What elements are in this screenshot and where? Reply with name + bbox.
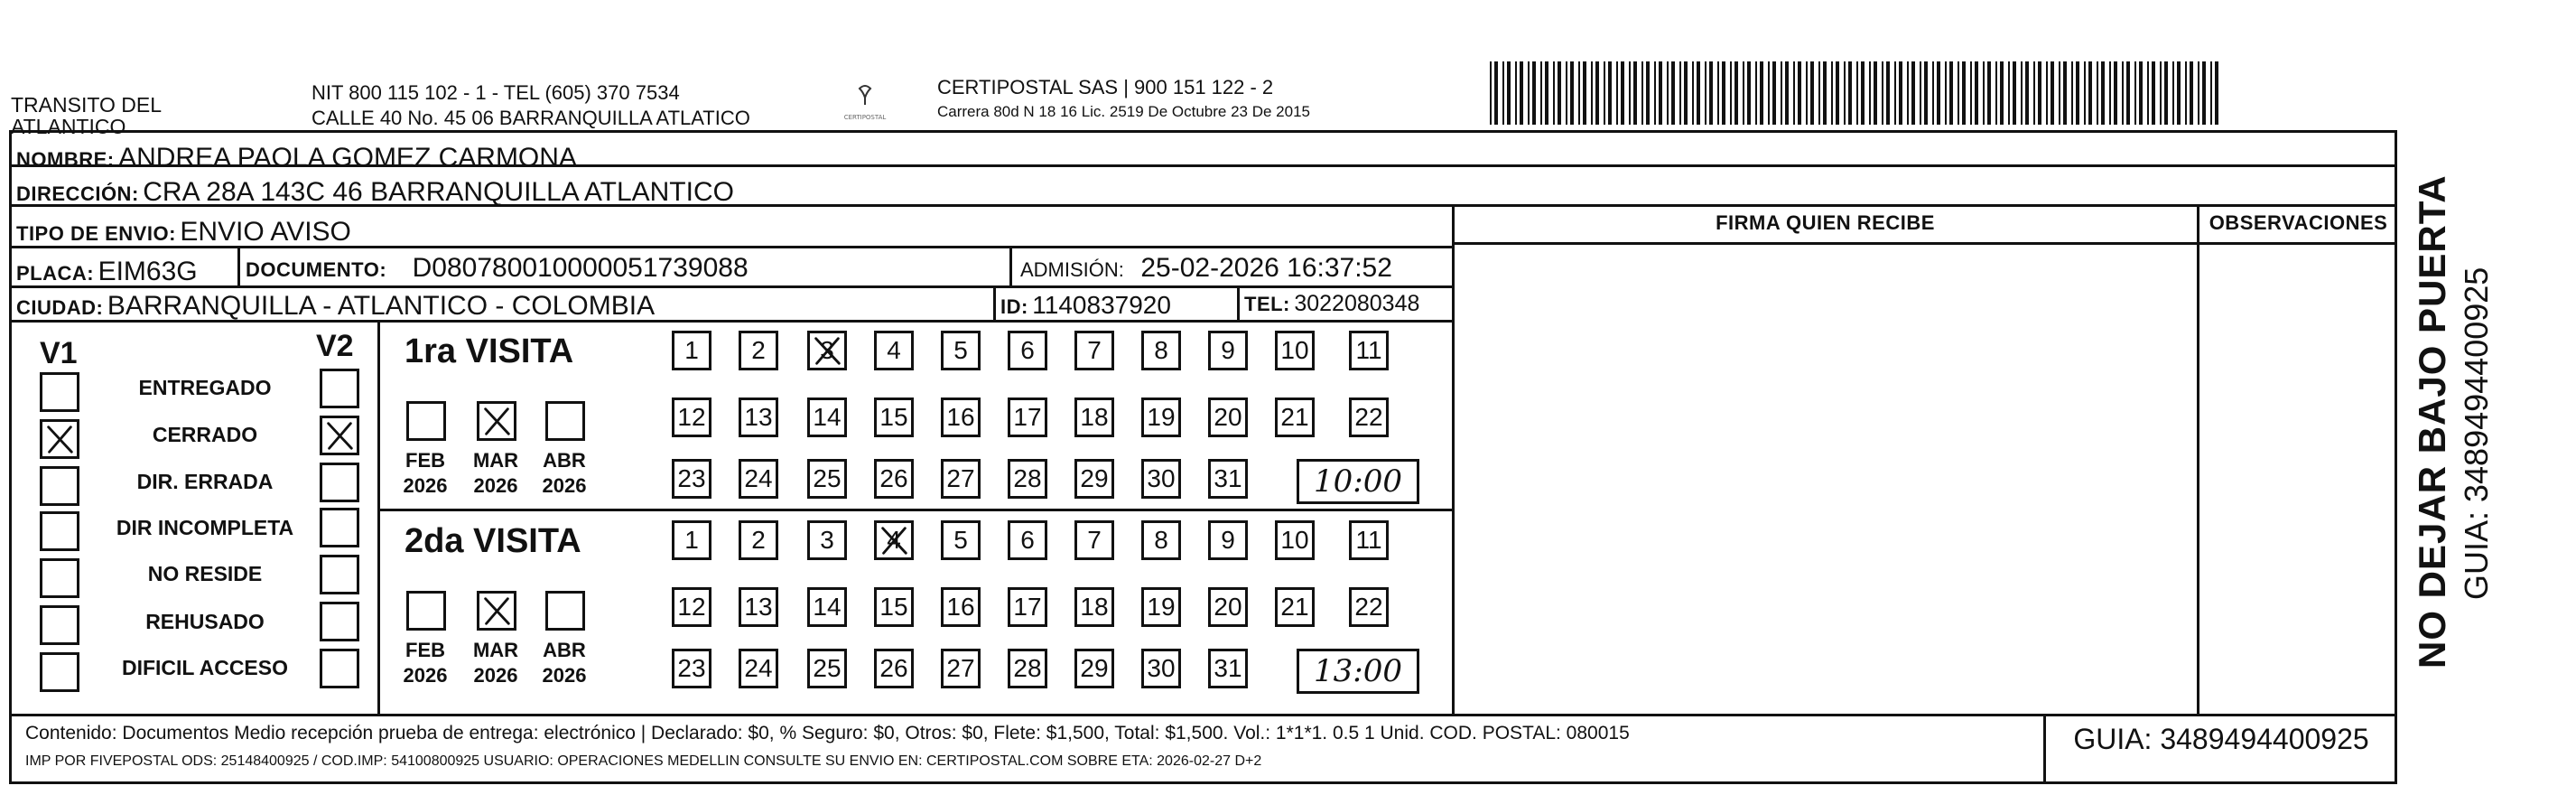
barcode-bar [1886,61,1890,125]
v1-label: V1 [40,336,78,370]
day-box[interactable]: 21 [1275,398,1315,437]
day-box[interactable]: 5 [941,331,981,370]
day-box[interactable]: 27 [941,459,981,499]
barcode-bar [2051,61,2054,125]
month-checkbox[interactable] [477,591,516,631]
sender-nit: NIT 800 115 102 - 1 - TEL (605) 370 7534 [312,81,680,104]
barcode-bar [2114,61,2117,125]
day-box[interactable]: 1 [672,331,711,370]
day-box[interactable]: 30 [1141,649,1181,688]
day-box[interactable]: 6 [1008,331,1047,370]
barcode-bar [1882,61,1883,125]
footer-imp: IMP POR FIVEPOSTAL ODS: 25148400925 / COD.IMP: 54100800925 USUARIO: OPERACIONES MEDELLIN CONSULTE SU ENVIO EN: CERTIPOSTAL.COM SOBRE ETA: 2026-02-27 D+2 [25,753,1262,769]
col-divider [377,320,380,714]
barcode-bar [2215,61,2218,125]
v2-label: V2 [316,329,354,363]
barcode-bar [1785,61,1789,125]
month-label [533,448,596,499]
ciudad-cell [16,291,655,322]
day-box[interactable]: 8 [1141,520,1181,560]
day-box[interactable]: 17 [1008,398,1047,437]
barcode-bar [1861,61,1865,125]
visit-time-box[interactable] [1297,649,1419,694]
barcode-bar [1937,61,1940,125]
barcode-bar [2088,61,2092,125]
day-box[interactable]: 19 [1141,587,1181,627]
day-box[interactable]: 4 [874,520,914,560]
side-warning [2411,163,2454,669]
day-box[interactable]: 29 [1074,649,1114,688]
day-box[interactable]: 25 [807,459,847,499]
barcode-bar [2025,61,2029,125]
month-label [533,638,596,688]
month-label [464,448,527,499]
direccion-value: CRA 28A 143C 46 BARRANQUILLA ATLANTICO [143,177,734,207]
documento-cell [246,253,749,284]
firma-signature-area[interactable] [1455,246,2196,712]
day-box[interactable]: 16 [941,587,981,627]
v2-checkbox[interactable] [320,649,359,688]
barcode-bar [1856,61,1858,125]
barcode-bar [1583,61,1586,125]
col-divider [1452,204,1455,716]
barcode-bar [2109,61,2111,125]
barcode-bar [1823,61,1827,125]
barcode-bar [1654,61,1656,125]
documento-value: D080780010000051739088 [412,253,749,283]
barcode-bar [1983,61,1985,125]
day-box[interactable]: 14 [807,398,847,437]
month-name: ABR [543,449,586,472]
side-guia [2458,220,2496,600]
placa-value: EIM63G [98,257,198,286]
day-box[interactable]: 13 [739,587,778,627]
barcode-bar [1894,61,1896,125]
day-box[interactable]: 29 [1074,459,1114,499]
barcode-bar [1659,61,1662,125]
col-divider [237,246,240,285]
day-box[interactable]: 20 [1208,587,1248,627]
placa-cell [16,257,198,287]
barcode-bar [1945,61,1947,125]
barcode-bar [1608,61,1612,125]
barcode-bar [1743,61,1744,125]
barcode-bar [2084,61,2086,125]
barcode-bar [1641,61,1643,125]
placa-label: PLACA: [16,262,95,285]
barcode-bar [2134,61,2136,125]
carrier-logo-icon [840,81,890,125]
month-checkbox[interactable] [545,401,585,441]
day-box[interactable]: 25 [807,649,847,688]
day-box[interactable]: 9 [1208,520,1248,560]
barcode-bar [2013,61,2016,125]
status-label: DIFICIL ACCESO [121,656,288,679]
barcode-bar [2000,61,2004,125]
status-label: REHUSADO [145,610,265,633]
documento-label: DOCUMENTO: [246,258,387,281]
day-box[interactable]: 28 [1008,649,1047,688]
barcode-bar [1490,61,1492,125]
barcode-bar [1949,61,1953,125]
carrier-license: Carrera 80d N 18 16 Lic. 2519 De Octubre 23 De 2015 [937,103,1310,120]
observaciones-area[interactable] [2200,246,2395,712]
tipo-row [16,217,351,248]
barcode-bar [2172,61,2174,125]
barcode-bar [1995,61,1997,125]
status-label: DIR INCOMPLETA [116,516,294,539]
day-box[interactable]: 10 [1275,331,1315,370]
barcode-bar [1730,61,1732,125]
month-name: FEB [405,639,445,661]
barcode-bar [2008,61,2010,125]
barcode-bar [2059,61,2060,125]
day-box[interactable]: 12 [672,398,711,437]
barcode-bar [1566,61,1567,125]
day-box[interactable]: 31 [1208,459,1248,499]
barcode-bar [1874,61,1877,125]
barcode-bar [1705,61,1706,125]
row-divider [1454,242,2397,245]
barcode-bar [1679,61,1681,125]
barcode-bar [1692,61,1694,125]
day-box[interactable]: 18 [1074,587,1114,627]
barcode-bar [1836,61,1839,125]
barcode-bar [1570,61,1574,125]
day-box[interactable]: 24 [739,459,778,499]
day-box[interactable]: 23 [672,649,711,688]
barcode-bar [1616,61,1618,125]
barcode-bar [2071,61,2073,125]
day-box[interactable]: 9 [1208,331,1248,370]
v2-checkbox[interactable] [320,369,359,408]
id-cell [1000,291,1171,320]
barcode-bar [1772,61,1776,125]
barcode-bar [1907,61,1909,125]
barcode-bar [1553,61,1555,125]
barcode-bar [1760,61,1763,125]
v1-checkbox[interactable] [40,558,79,598]
day-box[interactable]: 20 [1208,398,1248,437]
barcode-bar [1633,61,1637,125]
day-box[interactable]: 24 [739,649,778,688]
v1-checkbox[interactable] [40,511,79,551]
day-box[interactable]: 19 [1141,398,1181,437]
month-year: 2026 [403,474,448,497]
day-box[interactable]: 16 [941,398,981,437]
month-year: 2026 [403,664,448,687]
v1-checkbox[interactable] [40,466,79,506]
barcode-bar [1932,61,1934,125]
day-box[interactable]: 7 [1074,331,1114,370]
barcode-bar [2147,61,2149,125]
month-year: 2026 [542,474,587,497]
day-box[interactable]: 1 [672,520,711,560]
day-box[interactable]: 27 [941,649,981,688]
barcode-bar [1844,61,1846,125]
footer-guia: GUIA: 3489494400925 [2073,723,2369,755]
ciudad-label: CIUDAD: [16,296,104,319]
barcode-bar [1958,61,1959,125]
day-box[interactable]: 2 [739,520,778,560]
barcode-bar [1540,61,1542,125]
barcode-bar [2063,61,2067,125]
barcode-bar [1515,61,1517,125]
month-checkbox[interactable] [545,591,585,631]
barcode-bar [1747,61,1751,125]
barcode-bar [2164,61,2168,125]
barcode-bar [1604,61,1605,125]
day-box[interactable]: 22 [1349,587,1389,627]
month-label [464,638,527,688]
barcode-bar [1697,61,1700,125]
direccion-label: DIRECCIÓN: [16,182,139,205]
v1-checkbox[interactable] [40,419,79,459]
barcode-bar [1520,61,1523,125]
nombre-value: ANDREA PAOLA GOMEZ CARMONA [118,143,577,173]
admision-cell [1020,253,1392,284]
month-year: 2026 [542,664,587,687]
barcode-bar [1924,61,1928,125]
month-checkbox[interactable] [406,401,446,441]
day-box[interactable]: 5 [941,520,981,560]
nombre-row [16,143,577,173]
barcode-bar [2152,61,2155,125]
barcode-bar [1722,61,1725,125]
carrier-name: CERTIPOSTAL SAS | 900 151 122 - 2 [937,76,1274,98]
admision-label: ADMISIÓN: [1020,258,1124,281]
day-box[interactable]: 10 [1275,520,1315,560]
footer-divider [9,714,2397,716]
v1-checkbox[interactable] [40,652,79,692]
status-label: ENTREGADO [138,376,272,399]
day-box[interactable]: 22 [1349,398,1389,437]
side-guia-number: GUIA: 3489494400925 [2458,267,2495,600]
col-divider [2197,204,2199,716]
barcode-bar [2021,61,2023,125]
v2-checkbox[interactable] [320,508,359,547]
barcode [1490,61,2226,125]
tipo-label: TIPO DE ENVIO: [16,222,176,245]
month-checkbox[interactable] [406,591,446,631]
barcode-bar [1793,61,1795,125]
barcode-bar [1684,61,1688,125]
day-box[interactable]: 3 [807,331,847,370]
visit-time: 13:00 [1314,653,1402,689]
day-box[interactable]: 21 [1275,587,1315,627]
day-box[interactable]: 14 [807,587,847,627]
barcode-bar [2097,61,2098,125]
barcode-bar [1502,61,1504,125]
month-label [394,638,457,688]
barcode-bar [2198,61,2199,125]
day-box[interactable]: 23 [672,459,711,499]
barcode-bar [1507,61,1511,125]
col-divider [1009,246,1012,285]
month-name: MAR [472,449,519,472]
status-label: DIR. ERRADA [136,470,274,493]
visit-title: 1ra VISITA [405,332,574,370]
day-box[interactable]: 13 [739,398,778,437]
barcode-bar [1595,61,1599,125]
ciudad-value: BARRANQUILLA - ATLANTICO - COLOMBIA [107,291,656,321]
barcode-bar [2139,61,2143,125]
v2-checkbox[interactable] [320,602,359,641]
day-box[interactable]: 7 [1074,520,1114,560]
month-year: 2026 [473,474,518,497]
sender-line-2: ATLANTICO [11,115,126,138]
day-box[interactable]: 28 [1008,459,1047,499]
barcode-bar [1629,61,1631,125]
tel-value: 3022080348 [1294,291,1420,316]
month-name: MAR [472,639,519,661]
day-box[interactable]: 18 [1074,398,1114,437]
month-name: FEB [405,449,445,472]
day-box[interactable]: 2 [739,331,778,370]
barcode-bar [1806,61,1808,125]
no-dejar-bajo-puerta: NO DEJAR BAJO PUERTA [2411,174,2453,669]
barcode-bar [2101,61,2105,125]
barcode-bar [1646,61,1650,125]
barcode-bar [1970,61,1972,125]
month-label [394,448,457,499]
day-box[interactable]: 11 [1349,331,1389,370]
day-box[interactable]: 15 [874,398,914,437]
barcode-bar [1869,61,1871,125]
tipo-value: ENVIO AVISO [180,217,351,247]
barcode-bar [1734,61,1738,125]
barcode-bar [1848,61,1852,125]
svg-text:CERTIPOSTAL: CERTIPOSTAL [843,114,887,121]
day-box[interactable]: 15 [874,587,914,627]
barcode-bar [2038,61,2041,125]
barcode-bar [1591,61,1593,125]
sender-line-1: TRANSITO DEL [11,93,162,117]
col-divider [1237,285,1240,320]
sender-address: CALLE 40 No. 45 06 BARRANQUILLA ATLATICO [312,107,750,129]
barcode-bar [2046,61,2048,125]
barcode-bar [1818,61,1820,125]
visit-divider [379,509,1454,511]
barcode-bar [1911,61,1915,125]
v2-checkbox[interactable] [320,416,359,455]
barcode-bar [2185,61,2187,125]
admision-value: 25-02-2026 16:37:52 [1140,253,1392,283]
barcode-bar [1667,61,1669,125]
barcode-bar [2210,61,2212,125]
barcode-bar [1768,61,1770,125]
barcode-bar [1717,61,1719,125]
v2-checkbox[interactable] [320,463,359,502]
status-label: CERRADO [152,423,258,446]
observaciones-header: OBSERVACIONES [2209,211,2388,234]
barcode-bar [1558,61,1561,125]
day-box[interactable]: 31 [1208,649,1248,688]
firma-header: FIRMA QUIEN RECIBE [1716,211,1935,234]
barcode-bar [1545,61,1548,125]
month-checkbox[interactable] [477,401,516,441]
barcode-bar [2033,61,2035,125]
barcode-bar [2126,61,2130,125]
barcode-bar [1494,61,1498,125]
barcode-bar [1709,61,1713,125]
day-box[interactable]: 6 [1008,520,1047,560]
barcode-bar [1781,61,1782,125]
id-value: 1140837920 [1032,291,1171,319]
barcode-bar [2190,61,2193,125]
direccion-row [16,177,734,208]
barcode-bar [2122,61,2124,125]
barcode-bar [2160,61,2162,125]
barcode-bar [2177,61,2181,125]
day-box[interactable]: 3 [807,520,847,560]
day-box[interactable]: 26 [874,649,914,688]
barcode-bar [1532,61,1536,125]
barcode-bar [1528,61,1530,125]
nombre-label: NOMBRE: [16,148,115,171]
tel-label: TEL: [1244,293,1290,315]
barcode-bar [1621,61,1624,125]
day-box[interactable]: 4 [874,331,914,370]
visit-title: 2da VISITA [405,522,581,560]
id-label: ID: [1000,295,1028,318]
day-box[interactable]: 26 [874,459,914,499]
v1-checkbox[interactable] [40,372,79,412]
status-label: NO RESIDE [147,562,263,585]
v2-checkbox[interactable] [320,555,359,594]
tel-cell [1244,291,1419,317]
day-box[interactable]: 17 [1008,587,1047,627]
barcode-bar [1920,61,1921,125]
barcode-bar [1798,61,1801,125]
barcode-bar [2076,61,2079,125]
barcode-bar [1899,61,1902,125]
barcode-bar [1671,61,1675,125]
day-box[interactable]: 12 [672,587,711,627]
col-divider [993,285,996,320]
barcode-bar [1755,61,1757,125]
v1-checkbox[interactable] [40,605,79,645]
day-box[interactable]: 11 [1349,520,1389,560]
barcode-bar [2202,61,2206,125]
barcode-bar [1578,61,1580,125]
visit-time: 10:00 [1314,463,1402,500]
month-year: 2026 [473,664,518,687]
visit-time-box[interactable] [1297,459,1419,504]
barcode-bar [1831,61,1833,125]
day-box[interactable]: 30 [1141,459,1181,499]
barcode-bar [1987,61,1991,125]
day-box[interactable]: 8 [1141,331,1181,370]
barcode-bar [1975,61,1978,125]
barcode-bar [1962,61,1966,125]
month-name: ABR [543,639,586,661]
footer-contenido: Contenido: Documentos Medio recepción prueba de entrega: electrónico | Declarado: $0, % Seguro: $0, Otros: $0, Flete: $1,500, Total: $1,500. Vol.: 1*1*1. 0.5 1 Unid. COD. POSTAL: 080015 [25,723,1630,744]
barcode-bar [1810,61,1814,125]
